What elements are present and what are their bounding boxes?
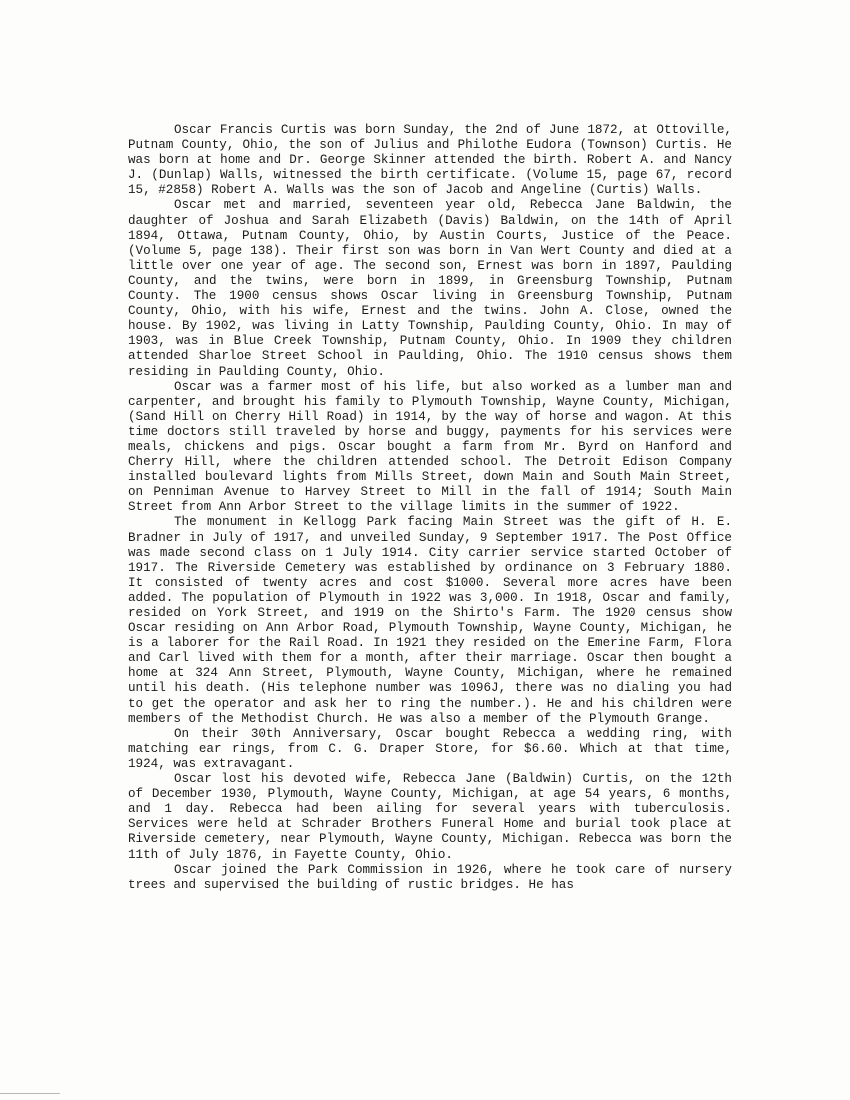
paragraph-rebecca-death: Oscar lost his devoted wife, Rebecca Jane (Baldwin) Curtis, on the 12th of December 1930, Plymouth, Wayne County, Michigan, at age 54 years, 6 months, and 1 day. Rebecca had been ailing for several years with tuberculosis. Services were held at Schrader Brothers Funeral Home and burial took place at Riverside cemetery, near Plymouth, Wayne County, Michigan. Rebecca was born the 11th of July 1876, in Fayette County, Ohio. — [128, 772, 732, 862]
paragraph-marriage: Oscar met and married, seventeen year old, Rebecca Jane Baldwin, the daughter of Joshua and Sarah Elizabeth (Davis) Baldwin, on the 14th of April 1894, Ottawa, Putnam County, Ohio, by Austin Courts, Justice of the Peace. (Volume 5, page 138). Their first son was born in Van Wert County and died at a little over one year of age. The second son, Ernest was born in 1897, Paulding County, and the twins, were born in 1899, in Greensburg Township, Putnam County. The 1900 census shows Oscar living in Greensburg Township, Putnam County, Ohio, with his wife, Ernest and the twins. John A. Close, owned the house. By 1902, was living in Latty Township, Paulding County, Ohio. In may of 1903, was in Blue Creek Township, Putnam County, Ohio. In 1909 they children attended Sharloe Street School in Paulding, Ohio. The 1910 census shows them residing in Paulding County, Ohio. — [128, 198, 732, 379]
paragraph-plymouth-move: Oscar was a farmer most of his life, but also worked as a lumber man and carpenter, and brought his family to Plymouth Township, Wayne County, Michigan, (Sand Hill on Cherry Hill Road) in 1914, by the way of horse and wagon. At this time doctors still traveled by horse and buggy, payments for his services were meals, chickens and pigs. Oscar bought a farm from Mr. Byrd on Hanford and Cherry Hill, where the children attended school. The Detroit Edison Company installed boulevard lights from Mills Street, down Main and South Main Street, on Penniman Avenue to Harvey Street to Mill in the fall of 1914; South Main Street from Ann Arbor Street to the village limits in the summer of 1922. — [128, 379, 732, 515]
document-body — [128, 123, 732, 893]
paragraph-birth: Oscar Francis Curtis was born Sunday, the 2nd of June 1872, at Ottoville, Putnam County, Ohio, the son of Julius and Philothe Eudora (Townson) Curtis. He was born at home and Dr. George Skinner attended the birth. Robert A. and Nancy J. (Dunlap) Walls, witnessed the birth certificate. (Volume 15, page 67, record 15, #2858) Robert A. Walls was the son of Jacob and Angeline (Curtis) Walls. — [128, 123, 732, 198]
paragraph-plymouth-history: The monument in Kellogg Park facing Main Street was the gift of H. E. Bradner in July of 1917, and unveiled Sunday, 9 September 1917. The Post Office was made second class on 1 July 1914. City carrier service started October of 1917. The Riverside Cemetery was established by ordinance on 3 February 1880. It consisted of twenty acres and cost $1000. Several more acres have been added. The population of Plymouth in 1922 was 3,000. In 1918, Oscar and family, resided on York Street, and 1919 on the Shirto's Farm. The 1920 census show Oscar residing on Ann Arbor Road, Plymouth Township, Wayne County, Michigan, he is a laborer for the Rail Road. In 1921 they resided on the Emerine Farm, Flora and Carl lived with them for a month, after their marriage. Oscar then bought a home at 324 Ann Street, Plymouth, Wayne County, Michigan, where he remained until his death. (His telephone number was 1096J, there was no dialing you had to get the operator and ask her to ring the number.). He and his children were members of the Methodist Church. He was also a member of the Plymouth Grange. — [128, 515, 732, 726]
scan-edge-line — [0, 1093, 60, 1094]
paragraph-park-commission: Oscar joined the Park Commission in 1926, where he took care of nursery trees and supervised the building of rustic bridges. He has — [128, 862, 732, 892]
paragraph-anniversary: On their 30th Anniversary, Oscar bought Rebecca a wedding ring, with matching ear rings, from C. G. Draper Store, for $6.60. Which at that time, 1924, was extravagant. — [128, 726, 732, 771]
